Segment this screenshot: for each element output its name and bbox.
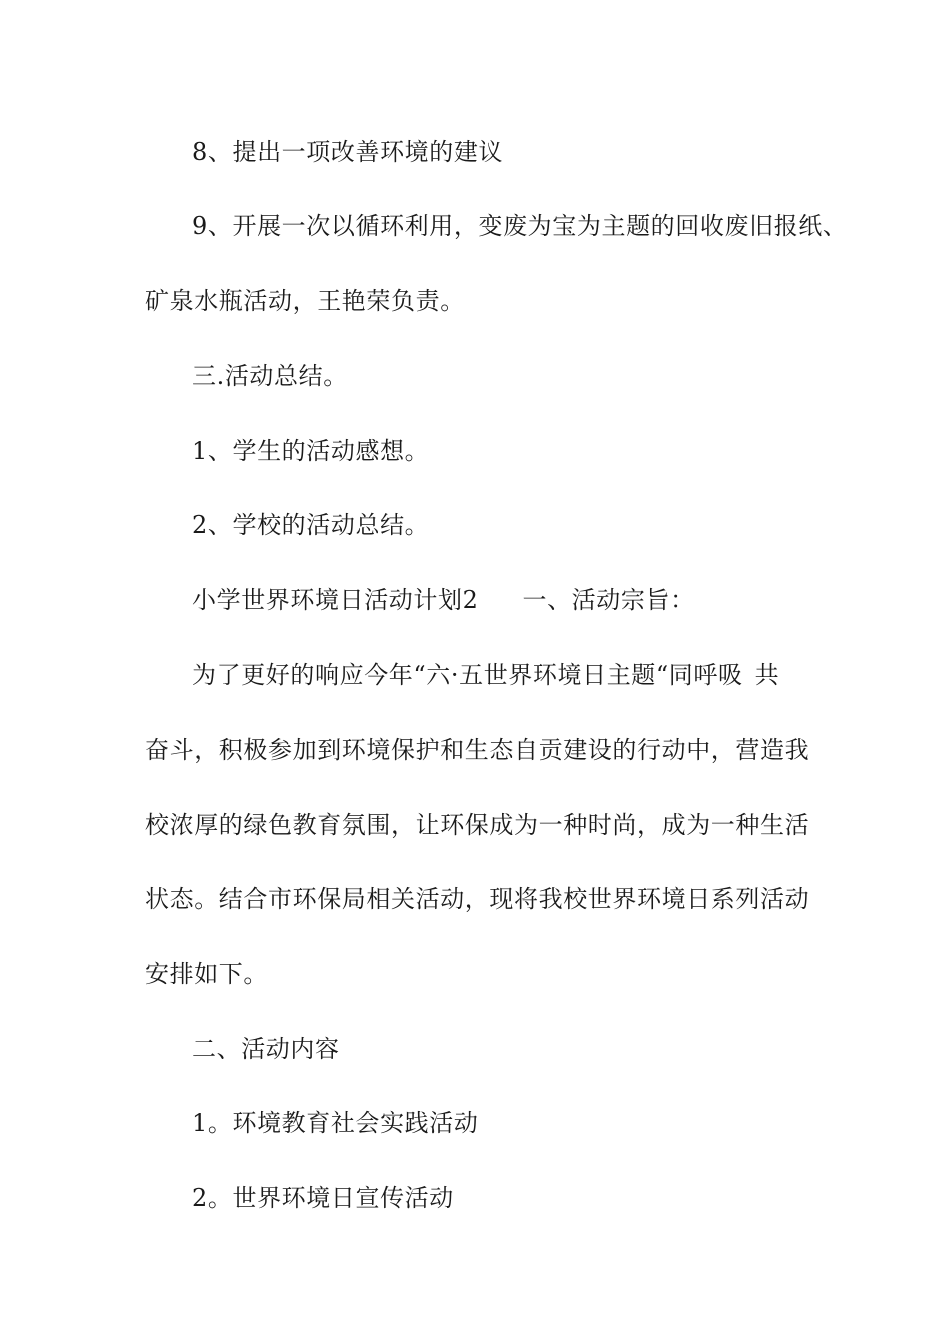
paragraph-text-tail: 共 — [754, 661, 780, 689]
summary-item-1: 1、学生的活动感想。 — [192, 437, 430, 465]
list-item-8: 8、提出一项改善环境的建议 — [192, 138, 504, 166]
content-item-2: 2。世界环境日宣传活动 — [192, 1184, 454, 1212]
summary-item-2: 2、学校的活动总结。 — [192, 511, 430, 539]
section-heading-summary: 三.活动总结。 — [192, 362, 348, 390]
paragraph-line-5: 安排如下。 — [145, 960, 268, 988]
list-item-9: 9、开展一次以循环利用，变废为宝为主题的回收废旧报纸、 — [192, 212, 848, 240]
plan-title: 小学世界环境日活动计划2 — [192, 586, 479, 614]
paragraph-line-2: 奋斗，积极参加到环境保护和生态自贡建设的行动中，营造我 — [145, 736, 810, 764]
paragraph-line-1 — [192, 660, 779, 690]
paragraph-line-3: 校浓厚的绿色教育氛围，让环保成为一种时尚，成为一种生活 — [145, 811, 810, 839]
list-item-9-continued: 矿泉水瓶活动，王艳荣负责。 — [145, 287, 465, 315]
paragraph-text: 为了更好的响应今年“六·五世界环境日主题“同呼吸 — [192, 661, 743, 689]
section-heading-content: 二、活动内容 — [192, 1035, 340, 1063]
content-item-1: 1。环境教育社会实践活动 — [192, 1109, 479, 1137]
plan-title-line — [192, 585, 695, 615]
section-heading-purpose: 一、活动宗旨： — [522, 586, 695, 614]
paragraph-line-4: 状态。结合市环保局相关活动，现将我校世界环境日系列活动 — [145, 885, 810, 913]
